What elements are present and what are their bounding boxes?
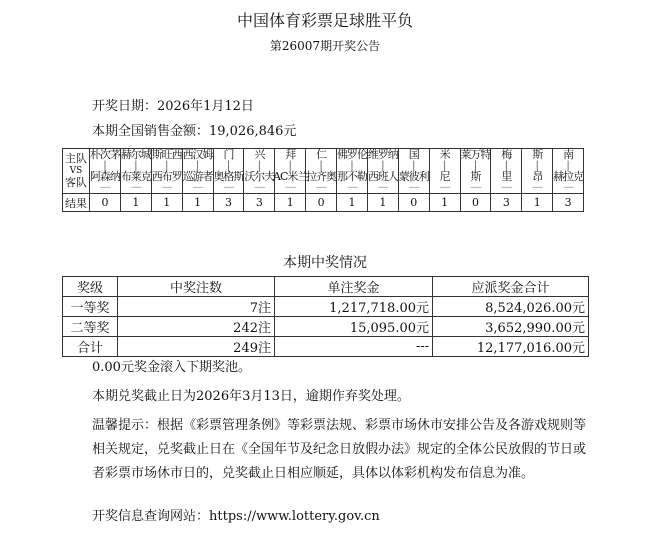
dashes: ----- bbox=[408, 183, 419, 193]
prize-count: 249注 bbox=[118, 337, 275, 357]
result-11: 0 bbox=[398, 194, 429, 212]
dashes: ----- bbox=[562, 183, 574, 193]
dashes: ----- bbox=[99, 183, 111, 193]
notice-paragraph: 温馨提示：根据《彩票管理条例》等彩票法规、彩票市场休市安排公告及各游戏规则等相关规定，兑奖截止日在《全国年节及纪念日放假办法》规定的全体公民放假的节日或者彩票市场休市日的，兑奖截止日相应顺延，具体以体彩机构发布信息为准。 bbox=[92, 418, 587, 481]
away-team: AC米兰 bbox=[273, 170, 308, 183]
result-14: 3 bbox=[491, 194, 522, 212]
dashes: ----- bbox=[346, 183, 358, 193]
away-team: 阿森纳 bbox=[89, 170, 120, 183]
away-team: 里 bbox=[501, 170, 512, 183]
dashes: ----- bbox=[223, 183, 234, 193]
home-team: 仁 bbox=[316, 148, 327, 161]
away-team: 斯 bbox=[470, 170, 481, 183]
away-team: 拉齐奥 bbox=[306, 170, 337, 183]
dashes: ----- bbox=[192, 183, 203, 193]
separator: | bbox=[319, 159, 323, 172]
table-row bbox=[63, 337, 589, 357]
home-team: 拜 bbox=[285, 148, 296, 161]
separator: | bbox=[566, 159, 570, 172]
match-16 bbox=[553, 149, 584, 194]
separator: | bbox=[195, 159, 200, 172]
prize-count: 7注 bbox=[118, 297, 275, 317]
home-team: 赫尔城 bbox=[120, 148, 151, 161]
match-table bbox=[62, 148, 584, 212]
prize-single: 1,217,718.00元 bbox=[275, 297, 433, 317]
match-1 bbox=[90, 149, 121, 194]
home-team: 米 bbox=[439, 148, 450, 161]
away-team: 赫拉克 bbox=[553, 170, 584, 183]
dashes: ----- bbox=[377, 183, 388, 193]
prize-total: 8,524,026.00元 bbox=[433, 297, 589, 317]
home-team: 西汉姆 bbox=[182, 148, 213, 161]
away-team: 那不勒 bbox=[336, 170, 367, 183]
vs-label: VS bbox=[69, 166, 83, 176]
prize-section-title: 本期中奖情况 bbox=[283, 255, 367, 271]
away-team: 蒙彼利 bbox=[398, 170, 429, 183]
separator: | bbox=[380, 159, 385, 172]
table-row bbox=[63, 317, 589, 337]
home-team: 南 bbox=[563, 148, 574, 161]
result-15: 1 bbox=[522, 194, 553, 212]
result-2: 1 bbox=[120, 194, 151, 212]
result-label: 结果 bbox=[63, 194, 90, 212]
away-team: 布莱克 bbox=[120, 170, 151, 183]
prize-header-row bbox=[63, 277, 589, 297]
separator: | bbox=[411, 159, 416, 172]
home-team: 兴 bbox=[254, 148, 265, 161]
prize-single: --- bbox=[275, 337, 433, 357]
away-label: 客队 bbox=[65, 176, 87, 189]
header-count: 中奖注数 bbox=[118, 277, 275, 297]
separator: | bbox=[504, 159, 509, 172]
result-12: 1 bbox=[429, 194, 460, 212]
match-8 bbox=[306, 149, 337, 194]
sales-amount: 本期全国销售金额：19,026,846元 bbox=[92, 124, 297, 139]
claim-deadline: 本期兑奖截止日为2026年3月13日，逾期作弃奖处理。 bbox=[92, 389, 410, 404]
prize-level: 合计 bbox=[63, 337, 118, 357]
dashes: ----- bbox=[470, 183, 481, 193]
home-team: 门 bbox=[223, 148, 234, 161]
home-team: 莱万特 bbox=[460, 148, 491, 161]
result-7: 1 bbox=[275, 194, 306, 212]
dashes: ----- bbox=[130, 183, 141, 193]
prize-count: 242注 bbox=[118, 317, 275, 337]
result-10: 1 bbox=[367, 194, 398, 212]
away-team: 沃尔夫 bbox=[244, 170, 275, 183]
dashes: ----- bbox=[254, 183, 265, 193]
header-level: 奖级 bbox=[63, 277, 118, 297]
result-16: 3 bbox=[553, 194, 584, 212]
away-team: 巡游者 bbox=[182, 170, 213, 183]
separator: | bbox=[288, 159, 293, 172]
result-1: 0 bbox=[90, 194, 121, 212]
separator: | bbox=[133, 159, 138, 172]
match-5 bbox=[213, 149, 244, 194]
header-total: 应派奖金合计 bbox=[433, 277, 589, 297]
dashes: ----- bbox=[439, 183, 450, 193]
result-6: 3 bbox=[244, 194, 275, 212]
prize-total: 3,652,990.00元 bbox=[433, 317, 589, 337]
dashes: ----- bbox=[501, 183, 512, 193]
issue-subtitle: 第26007期开奖公告 bbox=[269, 39, 381, 53]
page-title: 中国体育彩票足球胜平负 bbox=[236, 11, 413, 30]
query-website[interactable]: 开奖信息查询网站：https://www.lottery.gov.cn bbox=[92, 509, 380, 524]
match-10 bbox=[367, 149, 398, 194]
away-team: 尼 bbox=[439, 170, 450, 183]
result-5: 3 bbox=[213, 194, 244, 212]
separator: | bbox=[103, 159, 107, 172]
match-13 bbox=[460, 149, 491, 194]
separator: | bbox=[442, 159, 447, 172]
dashes: ----- bbox=[161, 183, 172, 193]
prize-total: 12,177,016.00元 bbox=[433, 337, 589, 357]
match-3 bbox=[151, 149, 182, 194]
prize-level: 一等奖 bbox=[63, 297, 118, 317]
away-team: 奥格斯 bbox=[213, 170, 244, 183]
match-7 bbox=[275, 149, 306, 194]
header-single: 单注奖金 bbox=[275, 277, 433, 297]
table-row bbox=[63, 297, 589, 317]
rollover-note: 0.00元奖金滚入下期奖池。 bbox=[92, 360, 251, 375]
away-team: 西布罗 bbox=[151, 170, 182, 183]
separator: | bbox=[473, 159, 478, 172]
match-14 bbox=[491, 149, 522, 194]
dashes: ----- bbox=[315, 183, 327, 193]
separator: | bbox=[535, 159, 540, 172]
result-3: 1 bbox=[151, 194, 182, 212]
prize-table bbox=[62, 276, 589, 357]
match-6 bbox=[244, 149, 275, 194]
match-11 bbox=[398, 149, 429, 194]
home-team: 朴次茅 bbox=[89, 148, 120, 161]
prize-single: 15,095.00元 bbox=[275, 317, 433, 337]
result-9: 1 bbox=[337, 194, 368, 212]
away-team: 西班人 bbox=[367, 170, 398, 183]
match-15 bbox=[522, 149, 553, 194]
separator: | bbox=[164, 159, 169, 172]
home-team: 佛罗伦 bbox=[336, 148, 367, 161]
match-9 bbox=[337, 149, 368, 194]
away-team: 昂 bbox=[532, 170, 543, 183]
match-4 bbox=[182, 149, 213, 194]
separator: | bbox=[226, 159, 231, 172]
separator: | bbox=[350, 159, 354, 172]
result-4: 1 bbox=[182, 194, 213, 212]
prize-level: 二等奖 bbox=[63, 317, 118, 337]
draw-date: 开奖日期：2026年1月12日 bbox=[92, 99, 254, 114]
match-2 bbox=[120, 149, 151, 194]
results-row bbox=[63, 194, 584, 212]
home-team: 斯 bbox=[532, 148, 543, 161]
result-13: 0 bbox=[460, 194, 491, 212]
home-team: 维罗纳 bbox=[367, 148, 398, 161]
home-team: 国 bbox=[408, 148, 419, 161]
match-12 bbox=[429, 149, 460, 194]
home-team: 梅 bbox=[501, 148, 512, 161]
separator: | bbox=[257, 159, 262, 172]
teams-row bbox=[63, 149, 584, 194]
home-team: 斯旺西 bbox=[151, 148, 182, 161]
team-labels bbox=[63, 149, 90, 194]
dashes: ----- bbox=[285, 183, 296, 193]
dashes: ----- bbox=[532, 183, 543, 193]
home-label: 主队 bbox=[65, 152, 87, 165]
result-8: 0 bbox=[306, 194, 337, 212]
